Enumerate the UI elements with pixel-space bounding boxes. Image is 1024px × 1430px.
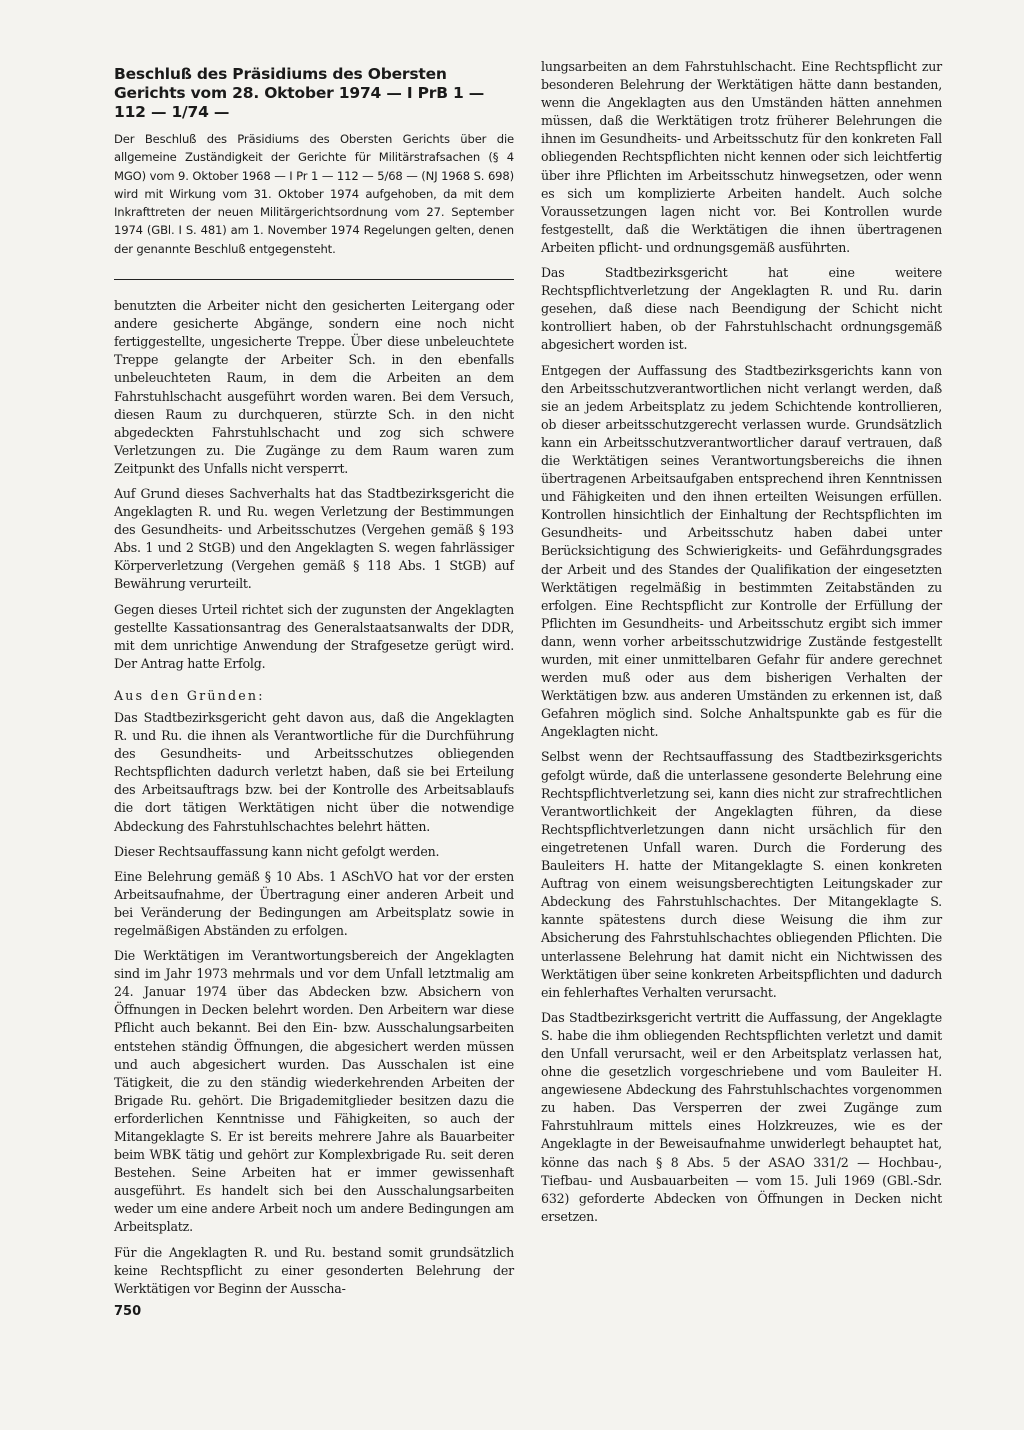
body-paragraph: Gegen dieses Urteil richtet sich der zugunsten der Angeklagten gestellte Kassationsantrag des Generalstaatsanwalts der DDR, mit dem unrichtige Anwendung der Strafgesetze gerügt wird. Der Antrag hatte Erfolg. (114, 601, 514, 671)
section-heading: Aus den Gründen: (114, 687, 265, 703)
body-paragraph: Das Stadtbezirksgericht geht davon aus, daß die Angeklagten R. und Ru. die ihnen als Verantwortliche für die Durchführung des Gesundheits- und Arbeitsschutzes obliegenden Rechtspflichten dadurch verletzt haben, daß sie bei Erteilung des Arbeitsauftrags bzw. bei der Kontrolle des Arbeitsablaufs die dort tätigen Werktätigen nicht über die notwendige Abdeckung des Fahrstuhlschachtes belehrt hätten. (114, 709, 514, 834)
body-paragraph: benutzten die Arbeiter nicht den gesicherten Leitergang oder andere gesicherte Abgänge, sondern eine noch nicht fertiggestellte, ungesicherte Treppe. Über diese unbeleuchtete Treppe gelangte der Arbeiter Sch. in den ebenfalls unbeleuchteten Raum, in dem die Arbeiten an dem Fahrstuhlschacht ausgeführt worden waren. Bei dem Versuch, diesen Raum zu durchqueren, stürzte Sch. in den nicht abgedeckten Fahrstuhlschacht und zog sich schwere Verletzungen zu. Die Zugänge zu dem Raum waren zum Zeitpunkt des Unfalls nicht versperrt. (114, 298, 514, 476)
body-paragraph: Die Werktätigen im Verantwortungsbereich der Angeklagten sind im Jahr 1973 mehrmals und vor dem Unfall letztmalig am 24. Januar 1974 über das Abdecken bzw. Absichern von Öffnungen in Decken belehrt worden. Den Arbeitern war diese Pflicht auch bekannt. Bei den Ein- bzw. Ausschalungsarbeiten entstehen ständig Öffnungen, die abgesichert werden müssen und auch abgesichert wurden. Das Ausschalen ist eine Tätigkeit, die zu den ständig wiederkehrenden Arbeiten der Brigade Ru. gehört. Die Brigademitglieder besitzen dazu die erforderlichen Kenntnisse und Fähigkeiten, so auch der Mitangeklagte S. Er ist bereits mehrere Jahre als Bauarbeiter beim WBK tätig und gehört zur Komplexbrigade Ru. seit deren Bestehen. Seine Arbeiten hat er immer gewissenhaft ausgeführt. Es handelt sich bei den Ausschalungsarbeiten weder um eine andere Arbeit noch um andere Bedingungen am Arbeitsplatz. (114, 948, 514, 1235)
body-paragraph: Für die Angeklagten R. und Ru. bestand somit grundsätzlich keine Rechtspflicht zu einer gesonderten Belehrung der Werktätigen vor Beginn der Ausscha- (114, 1244, 514, 1296)
body-paragraph: Auf Grund dieses Sachverhalts hat das Stadtbezirksgericht die Angeklagten R. und Ru. wegen Verletzung der Bestimmungen des Gesundheits- und Arbeitsschutzes (Vergehen gemäß § 193 Abs. 1 und 2 StGB) und den Angeklagten S. wegen fahrlässiger Körperverletzung (Vergehen gemäß § 118 Abs. 1 StGB) auf Bewährung verurteilt. (114, 486, 514, 592)
section-divider (114, 279, 514, 280)
body-paragraph: Selbst wenn der Rechtsauffassung des Stadtbezirksgerichts gefolgt würde, daß die unterlassene gesonderte Belehrung eine Rechtspflichtverletzung sei, kann dies nicht zur strafrechtlichen Verantwortlichkeit der Angeklagten führen, da diese Rechtspflichtverletzungen dann nicht ursächlich für den eingetretenen Unfall waren. Durch die Forderung des Bauleiters H. hatte der Mitangeklagte S. einen konkreten Auftrag von einem weisungsberechtigten Leitungskader zur Abdeckung des Fahrstuhlschachtes. Der Mitangeklagte S. kannte spätestens durch diese Weisung die ihm zur Absicherung des Fahrstuhlschachtes obliegenden Pflichten. Die unterlassene Belehrung hat damit nicht ein Nichtwissen des Werktätigen über seine konkreten Arbeitspflichten und dadurch ein fehlerhaftes Verhalten verursacht. (541, 749, 942, 1000)
body-paragraph: Das Stadtbezirksgericht hat eine weitere Rechtspflichtverletzung der Angeklagten R. und Ru. darin gesehen, daß diese nach Beendigung der Schicht nicht kontrolliert haben, ob der Fahrstuhlschacht ordnungsgemäß abgesichert worden ist. (541, 265, 942, 353)
body-paragraph: Das Stadtbezirksgericht vertritt die Auffassung, der Angeklagte S. habe die ihm obliegenden Rechtspflichten verletzt und damit den Unfall verursacht, weil er den Arbeitsplatz verlassen hat, ohne die gesetzlich vorgeschriebene und vom Bauleiter H. angewiesene Abdeckung des Fahrstuhlschachtes vorgenommen zu haben. Das Versperren der zwei Zugänge zum Fahrstuhlraum mittels eines Holzkreuzes, wie es der Angeklagte in der Beweisaufnahme unwiderlegt behauptet hat, könne das nach § 8 Abs. 5 der ASAO 331/2 — Hochbau-, Tiefbau- und Ausbauarbeiten — vom 15. Juli 1969 (GBl.-Sdr. 632) geforderte Abdecken von Öffnungen in Decken nicht ersetzen. (541, 1009, 942, 1224)
body-paragraph: Dieser Rechtsauffassung kann nicht gefolgt werden. (114, 843, 440, 859)
page-number: 750 (114, 1304, 142, 1319)
right-column (541, 58, 942, 1233)
body-paragraph: Eine Belehrung gemäß § 10 Abs. 1 ASchVO hat vor der ersten Arbeitsaufnahme, der Übertragung einer anderen Arbeit und bei Veränderung der Bedingungen am Arbeitsplatz sowie in regelmäßigen Abständen zu erfolgen. (114, 868, 514, 938)
left-column (114, 58, 514, 1305)
decision-summary: Der Beschluß des Präsidiums des Obersten Gerichts über die allgemeine Zuständigkeit der Gerichte für Militärstrafsachen (§ 4 MGO) vom 9. Oktober 1968 — I Pr 1 — 112 — 5/68 — (NJ 1968 S. 698) wird mit Wirkung vom 31. Oktober 1974 aufgehoben, da mit dem Inkrafttreten der neuen Militärgerichtsordnung vom 27. September 1974 (GBl. I S. 481) am 1. November 1974 Regelungen gelten, denen der genannte Beschluß entgegensteht. (114, 132, 514, 256)
decision-headline: Beschluß des Präsidiums des Obersten Gerichts vom 28. Oktober 1974 — I PrB 1 — 112 — 1/74 — (114, 65, 485, 121)
body-paragraph: lungsarbeiten an dem Fahrstuhlschacht. Eine Rechtspflicht zur besonderen Belehrung der Werktätigen hätte dann bestanden, wenn die Angeklagten aus den Umständen hätten annehmen müssen, daß die Werktätigen trotz früherer Belehrungen die ihnen im Gesundheits- und Arbeitsschutz für den konkreten Fall obliegenden Rechtspflichten nicht kennen oder sich leichtfertig über ihre Pflichten im Arbeitsschutz hinwegsetzen, oder wenn es sich um komplizierte Arbeiten handelt. Auch solche Voraussetzungen lagen nicht vor. Bei Kontrollen wurde festgestellt, daß die Werktätigen die ihnen übertragenen Arbeiten pflicht- und ordnungsgemäß ausführten. (541, 59, 942, 255)
body-paragraph: Entgegen der Auffassung des Stadtbezirksgerichts kann von den Arbeitsschutzverantwortlichen nicht verlangt werden, daß sie an jedem Arbeitsplatz zu jedem Schichtende kontrollieren, ob dieser arbeitsschutzgerecht verlassen wurde. Grundsätzlich kann ein Arbeitsschutzverantwortlicher darauf vertrauen, daß die Werktätigen seines Verantwortungsbereichs die ihnen übertragenen Arbeitsaufgaben entsprechend ihren Kenntnissen und Fähigkeiten und den ihnen erteilten Weisungen erfüllen. Kontrollen hinsichtlich der Einhaltung der Rechtspflichten im Gesundheits- und Arbeitsschutz haben dabei unter Berücksichtigung des Schwierigkeits- und Gefährdungsgrades der Arbeit und des Standes der Qualifikation der eingesetzten Werktätigen regelmäßig in bestimmten Zeitabständen zu erfolgen. Eine Rechtspflicht zur Kontrolle der Erfüllung der Pflichten im Gesundheits- und Arbeitsschutz ergibt sich immer dann, wenn vorher arbeitsschutzwidrige Zustände festgestellt wurden, mit einer unmittelbaren Gefahr für andere gerechnet werden muß oder aus dem bisherigen Verhalten der Werktätigen bzw. aus anderen Umständen zu erkennen ist, daß Gefahren möglich sind. Solche Anhaltspunkte gab es für die Angeklagten nicht. (541, 362, 942, 740)
